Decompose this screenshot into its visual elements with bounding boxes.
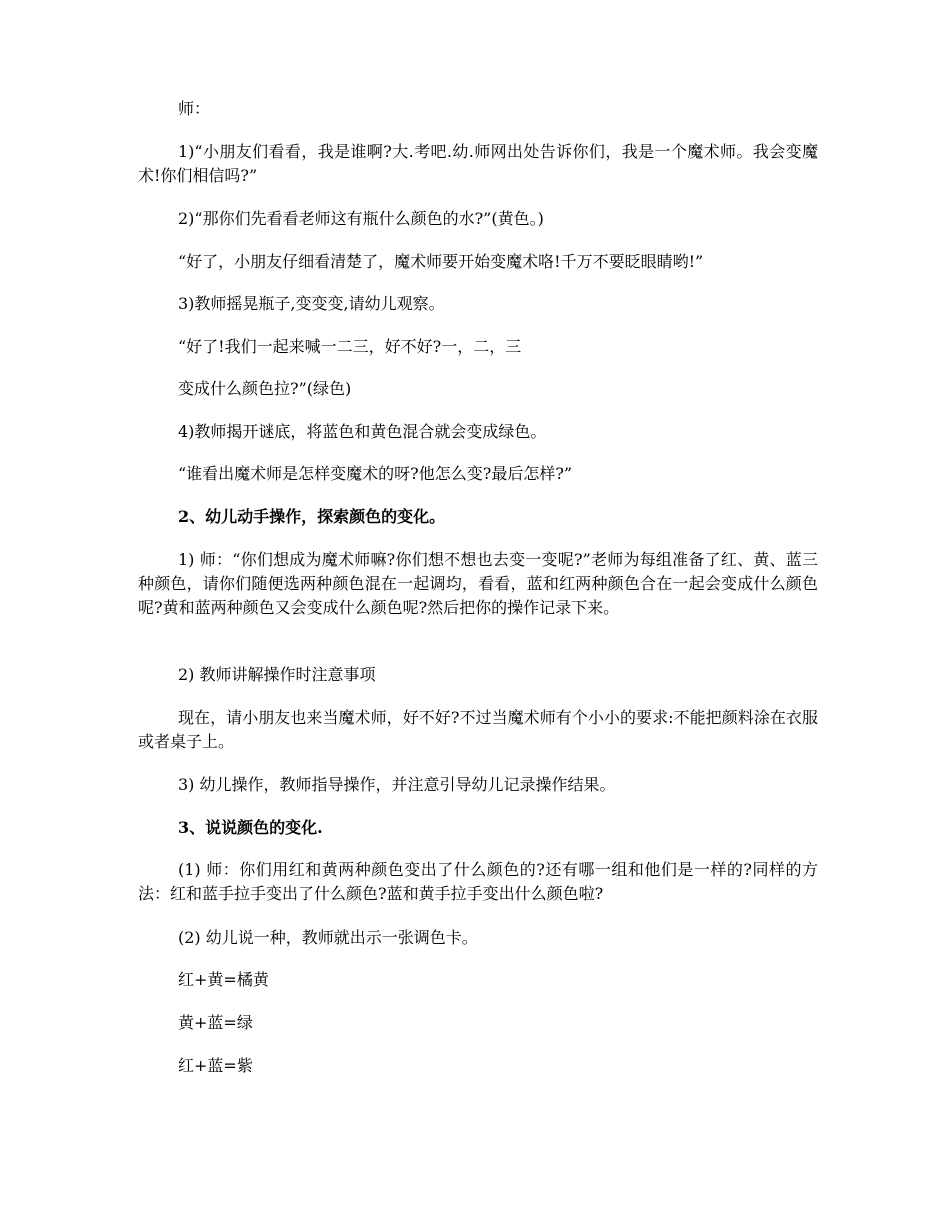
paragraph-quote-start: “好了，小朋友仔细看清楚了，魔术师要开始变魔术咯!千万不要眨眼睛哟!” (178, 252, 704, 271)
paragraph-step-1: 1)“小朋友们看看，我是谁啊?大.考吧.幼.师网出处告诉你们，我是一个魔术师。我会变魔术!你们相信吗?” (138, 142, 818, 185)
paragraph-step-3: 3)教师摇晃瓶子,变变变,请幼儿观察。 (178, 294, 445, 313)
color-formula-purple: 红+蓝=紫 (178, 1056, 253, 1075)
paragraph-quote-result: 变成什么颜色拉?”(绿色) (178, 379, 352, 398)
paragraph-operation-rule: 现在，请小朋友也来当魔术师，好不好?不过当魔术师有个小小的要求:不能把颜料涂在衣服或者桌子上。 (138, 708, 818, 751)
paragraph-discussion-2: (2) 幼儿说一种，教师就出示一张调色卡。 (178, 928, 478, 947)
paragraph-operation-2: 2) 教师讲解操作时注意事项 (178, 665, 376, 684)
paragraph-discussion-1: (1) 师：你们用红和黄两种颜色变出了什么颜色的?还有哪一组和他们是一样的?同样的方法：红和蓝手拉手变出了什么颜色?蓝和黄手拉手变出什么颜色啦? (138, 860, 818, 903)
color-formula-orange: 红+黄=橘黄 (178, 970, 269, 989)
paragraph-operation-1: 1) 师：“你们想成为魔术师嘛?你们想不想也去变一变呢?”老师为每组准备了红、黄、蓝三种颜色，请你们随便选两种颜色混在一起调均，看看，蓝和红两种颜色合在一起会变成什么颜色呢?黄和蓝两种颜色又会变成什么颜色呢?然后把你的操作记录下来。 (138, 550, 818, 617)
paragraph-quote-count: “好了!我们一起来喊一二三，好不好?一，二，三 (178, 337, 522, 356)
paragraph-step-4: 4)教师揭开谜底，将蓝色和黄色混合就会变成绿色。 (178, 422, 547, 441)
paragraph-step-2: 2)“那你们先看看老师这有瓶什么颜色的水?”(黄色。) (178, 209, 544, 228)
color-formula-green: 黄+蓝=绿 (178, 1013, 253, 1032)
paragraph-operation-3: 3) 幼儿操作，教师指导操作，并注意引导幼儿记录操作结果。 (178, 775, 616, 794)
section-heading-2: 2、幼儿动手操作，探索颜色的变化。 (178, 507, 446, 526)
paragraph-teacher: 师： (178, 99, 211, 118)
section-heading-3: 3、说说颜色的变化. (178, 818, 323, 837)
paragraph-quote-question: “谁看出魔术师是怎样变魔术的呀?他怎么变?最后怎样?” (178, 464, 573, 483)
